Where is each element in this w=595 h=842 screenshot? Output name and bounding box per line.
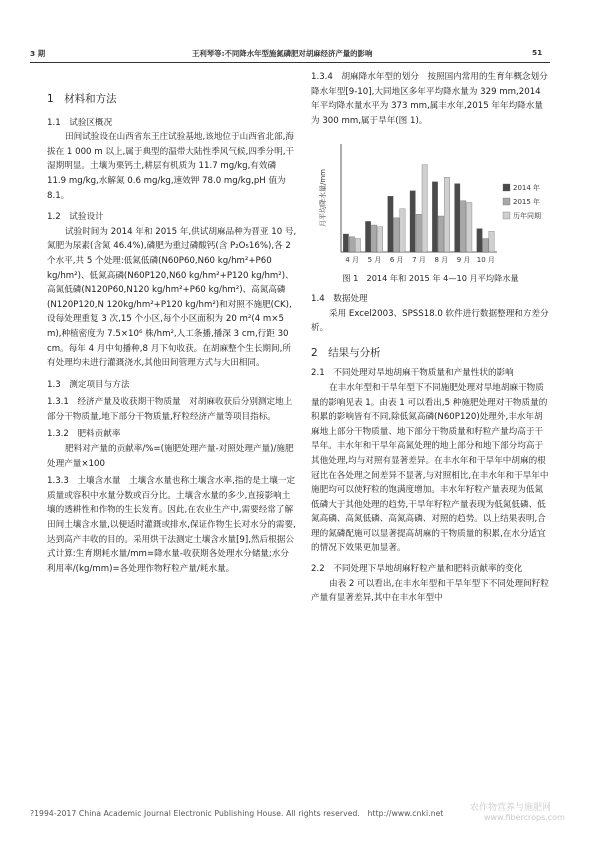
left-column (47, 70, 297, 576)
section-1-3-2-heading: 1.3.2 肥料贡献率 (47, 429, 121, 440)
legend-swatch (503, 198, 510, 205)
bar-2-6 (461, 201, 466, 252)
section-1-4-body: 采用 Excel2003、SPSS18.0 软件进行数据整理和方差分析。 (311, 308, 549, 334)
section-1-3-4-body: 1.3.4 胡麻降水年型的划分 按照国内常用的生育年概念划分降水年型[9-10],大同地区多年平均降水量为 329 mm,2014 年平均降水量水平为 373 mm,属丰水年,2015 年年均降水量为 300 mm,属于旱年(图 1)。 (311, 72, 548, 126)
bar-2-1 (349, 237, 354, 252)
section-1-2-heading: 1.2 试验设计 (47, 212, 104, 223)
watermark-url: www.fibercrops.com (484, 813, 565, 822)
legend-label: 2014 年 (513, 184, 541, 193)
section-1-1-heading: 1.1 试验区概况 (47, 117, 113, 128)
bar-1-6 (455, 184, 460, 252)
x-tick-label: 10 月 (476, 256, 495, 265)
right-column (311, 70, 550, 606)
legend-swatch (503, 184, 510, 191)
x-tick-label: 7 月 (412, 256, 426, 265)
page-number: 51 (532, 48, 543, 57)
precipitation-bar-chart (311, 134, 550, 270)
header-rule (30, 62, 550, 63)
bar-3-5 (444, 178, 449, 253)
section-1-2-body: 试验时间为 2014 年和 2015 年,供试胡麻品种为晋亚 10 号,氮肥为尿素(含氮 46.4%),磷肥为重过磷酸钙(含 P₂O₅16%),各 2 个水平,共 5 个处理:低氮低磷(N60P60,N60 kg/hm²+P60 kg/hm²)、低氮高磷(N60P120,N60 kg/hm²+P120 kg/hm²)、高氮低磷(N120P60,N120 kg/hm²+P60 kg/hm²)、高氮高磷(N120P120,N 120kg/hm²+P120 kg/hm²)和对照不施肥(CK),设每处理重复 3 次,15 个小区,每个小区面积为 20 m²(4 m×5 m),种植密度为 7.5×10⁶ 株/hm²,人工条播,播深 3 cm,行距 30 cm。每年 4 月中旬播种,8 月下旬收获。在胡麻整个生长期间,所有处理均未进行灌溉浇水,其他田间管理方式与大田相同。 (47, 226, 297, 369)
footer-copyright: ?1994-2017 China Academic Journal Electronic Publishing House. All rights reserved. http://www.cnki.net (30, 809, 444, 818)
bar-3-6 (467, 203, 472, 253)
legend-label: 历年同期 (513, 212, 541, 221)
bar-3-7 (489, 232, 494, 253)
running-header-title: 王利琴等:不同降水年型施氮磷肥对胡麻经济产量的影响 (192, 49, 373, 58)
legend-swatch (503, 212, 510, 219)
bar-1-5 (432, 182, 437, 252)
x-tick-label: 9 月 (456, 256, 471, 265)
section-2-2-heading: 2.2 不同处理下旱地胡麻籽粒产量和肥料贡献率的变化 (311, 564, 523, 575)
bar-2-5 (438, 216, 443, 252)
section-1-3-2-formula: 肥料对产量的贡献率/%=(施肥处理产量-对照处理产量)/施肥处理产量×100 (47, 444, 294, 469)
bar-1-3 (388, 197, 393, 253)
figure-1 (311, 134, 550, 270)
section-1-4-heading: 1.4 数据处理 (311, 293, 368, 304)
section-2-2-body: 由表 2 可以看出,在丰水年型和干旱年型下不同处理间籽粒产量有显著差异,其中在丰水年型中 (311, 578, 549, 604)
section-2-1-heading: 2.1 不同处理对旱地胡麻干物质量和产量性状的影响 (311, 368, 514, 379)
bar-1-4 (410, 191, 415, 252)
bar-1-7 (477, 229, 482, 252)
x-tick-label: 5 月 (367, 256, 382, 265)
bar-3-2 (377, 227, 382, 252)
bar-2-3 (394, 218, 399, 252)
bar-2-4 (416, 215, 421, 253)
bar-3-1 (355, 239, 360, 253)
section-1-heading: 1 材料和方法 (47, 93, 117, 105)
running-header-issue: 3 期 (30, 49, 46, 58)
bar-1-1 (343, 234, 348, 252)
section-1-1-body: 田间试验设在山西省东王庄试验基地,该地位于山西省北部,海拔在 1 000 m 以上,属于典型的温带大陆性季风气候,四季分明,干湿期明显。土壤为栗钙土,耕层有机质为 11.7 mg/kg,有效磷 11.9 mg/kg,水解氮 0.6 mg/kg,速效钾 78.0 mg/kg,pH 值为 8.1。 (47, 132, 295, 201)
x-tick-label: 8 月 (434, 256, 449, 265)
bar-2-7 (483, 239, 488, 253)
x-tick-label: 6 月 (389, 256, 404, 265)
bar-2-2 (371, 225, 376, 252)
x-tick-label: 4 月 (345, 256, 359, 265)
figure-1-caption: 图 1 2014 年和 2015 年 4—10 月平均降水量 (342, 273, 519, 284)
bar-3-4 (422, 165, 427, 252)
watermark-title: 农作物营养与施肥网 (470, 803, 552, 813)
section-2-1-body: 在丰水年型和干旱年型下不同施肥处理对旱地胡麻干物质量的影响见表 1。由表 1 可以看出,5 种施肥处理对干物质量的积累的影响皆有不同,除低氮高磷(N60P120)处理外,丰水年胡麻地上部分干物质量、地下部分干物质量和籽粒产量均高于干旱年。丰水年和干旱年高氮处理的地上部分和地下部分均高于其他处理,均与对照有显著差异。在丰水年和干旱年中胡麻的根冠比在各处理之间差异不显著,与对照相比,在丰水年和干旱年中施肥均可以使籽粒的饱满度增加。丰水年籽粒产量表现为低氮低磷大于其他处理的趋势,干旱年籽粒产量表现为低氮低磷、低氮高磷、高氮低磷、高氮高磷、对照的趋势。以上结果表明,合理的氮磷配施可以显著提高胡麻的干物质量的积累,在水分适宜的情况下效果更加显著。 (311, 382, 549, 554)
section-1-3-3-body: 1.3.3 土壤含水量 土壤含水量也称土壤含水率,指的是土壤一定质量或容积中水量分数或百分比。土壤含水量的多少,直接影响土壤的透耕性和作物的生长发育。因此,在农业生产中,需要经常了解田间土壤含水量,以便适时灌溉或排水,保证作物生长对水分的需要,达到高产丰收的目的。采用烘干法测定土壤含水量[9],然后根据公式计算:生育期耗水量/mm=降水量-收获期各处理水分储量;水分利用率/(kg/mm)=各处理作物籽粒产量/耗水量。 (47, 476, 296, 574)
section-1-3-1-body: 1.3.1 经济产量及收获期干物质量 对胡麻收获后分别测定地上部分干物质量,地下部分干物质量,籽粒经济产量等项目指标。 (47, 397, 293, 422)
legend-label: 2015 年 (513, 198, 541, 207)
section-2-heading: 2 结果与分析 (311, 346, 381, 359)
bar-1-2 (365, 222, 370, 253)
y-axis-label: 月平均降水量/mm (319, 169, 327, 228)
bar-3-3 (400, 209, 405, 252)
section-1-3-heading: 1.3 测定项目与方法 (47, 379, 130, 390)
